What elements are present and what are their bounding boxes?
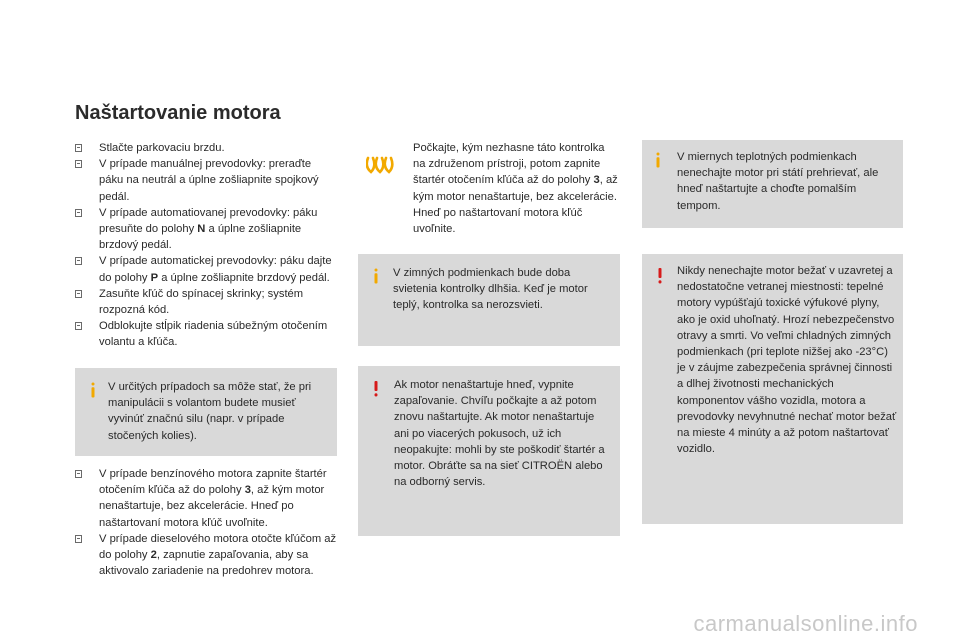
warning-icon [652, 268, 668, 284]
step-item: V prípade manuálnej prevodovky: preraďte páku na neutrál a úplne zošliapnite spojkový pedál. [75, 156, 337, 205]
warning-text-start: Ak motor nenaštartuje hneď, vypnite zapaľovanie. Chvíľu počkajte a až potom znovu naštartujte. Ak motor nenaštartuje ani po viacerých pokusoch, už ich neopakujte: mohli by ste poškodiť štartér a motor. Obráťte sa na sieť CITROËN alebo na odborný servis. [394, 379, 605, 489]
info-icon [368, 268, 384, 284]
steps-list-a [75, 140, 337, 351]
step-item: Odblokujte stĺpik riadenia súbežným otočením volantu a kľúča. [75, 318, 337, 350]
step-item: V prípade benzínového motora zapnite štartér otočením kľúča až do polohy 3, až kým motor nenaštartuje, bez akcelerácie. Hneď po naštartovaní motora kľúč uvoľnite. [75, 466, 337, 531]
step-item: Zasuňte kľúč do spínacej skrinky; systém rozpozná kód. [75, 286, 337, 318]
watermark: carmanualsonline.info [693, 611, 918, 636]
warning-box-idle [642, 254, 903, 524]
step-item: V prípade automatiovanej prevodovky: páku presuňte do polohy N a úplne zošliapnite brzdový pedál. [75, 205, 337, 254]
position-number: P [150, 271, 159, 284]
position-number: 3 [593, 174, 600, 187]
info-box-steering [75, 368, 337, 456]
info-box-warm [642, 140, 903, 228]
warning-text-idle: Nikdy nenechajte motor bežať v uzavretej a nedostatočne vetranej miestnosti: tepelné motory vypúšťajú toxické výfukové plyny, ako je oxid uhoľnatý. Hrozí nebezpečenstvo otravy a smrti. Vo veľmi chladných zimných podmienkach (pri teplote nižšej ako -23°C) je v záujme zabezpečenia správnej činnosti a dlhej životnosti mechanických komponentov vášho vozidla, motora a prevodovky nevyhnutné nechať motor bežať na mieste 4 minúty a až potom naštartovať vozidlo. [677, 265, 897, 456]
glow-plug-text: Počkajte, kým nezhasne táto kontrolka na združenom prístroji, potom zapnite štartér otočením kľúča až do polohy 3, až kým motor nenaštartuje, bez akcelerácie. Hneď po naštartovaní motora kľúč uvoľnite. [413, 142, 618, 236]
bullet-icon [75, 257, 82, 265]
step-item: Stlačte parkovaciu brzdu. [75, 140, 337, 156]
steps-list-b [75, 466, 337, 579]
info-icon [650, 152, 666, 168]
bullet-icon [75, 160, 82, 168]
bullet-icon [75, 209, 82, 217]
warning-box-start [358, 366, 620, 536]
bullet-icon [75, 470, 82, 478]
info-text-steering: V určitých prípadoch sa môže stať, že pri manipulácii s volantom budete musieť vyvinúť značnú silu (napr. v prípade stočených kolies). [108, 381, 312, 442]
position-number: N [197, 223, 206, 236]
info-text-warm: V miernych teplotných podmienkach nenechajte motor pri státí prehrievať, ale hneď naštartujte a choďte pomalším tempom. [677, 151, 879, 212]
position-number: 3 [244, 484, 251, 497]
info-text-winter: V zimných podmienkach bude doba svietenia kontrolky dlhšia. Keď je motor teplý, kontrolka sa nerozsvieti. [393, 267, 588, 312]
step-item: V prípade automatickej prevodovky: páku dajte do polohy P a úplne zošliapnite brzdový pedál. [75, 253, 337, 285]
bullet-icon [75, 322, 82, 330]
position-number: 2 [150, 549, 157, 562]
bullet-icon [75, 535, 82, 543]
info-icon [85, 382, 101, 398]
info-box-winter [358, 254, 620, 346]
step-item: V prípade dieselového motora otočte kľúčom až do polohy 2, zapnutie zapaľovania, aby sa aktivovalo zariadenie na predohrev motora. [75, 531, 337, 580]
warning-icon [368, 381, 384, 397]
page-title: Naštartovanie motora [75, 102, 281, 124]
glow-plug-icon [366, 155, 394, 175]
bullet-icon [75, 144, 82, 152]
bullet-icon [75, 290, 82, 298]
